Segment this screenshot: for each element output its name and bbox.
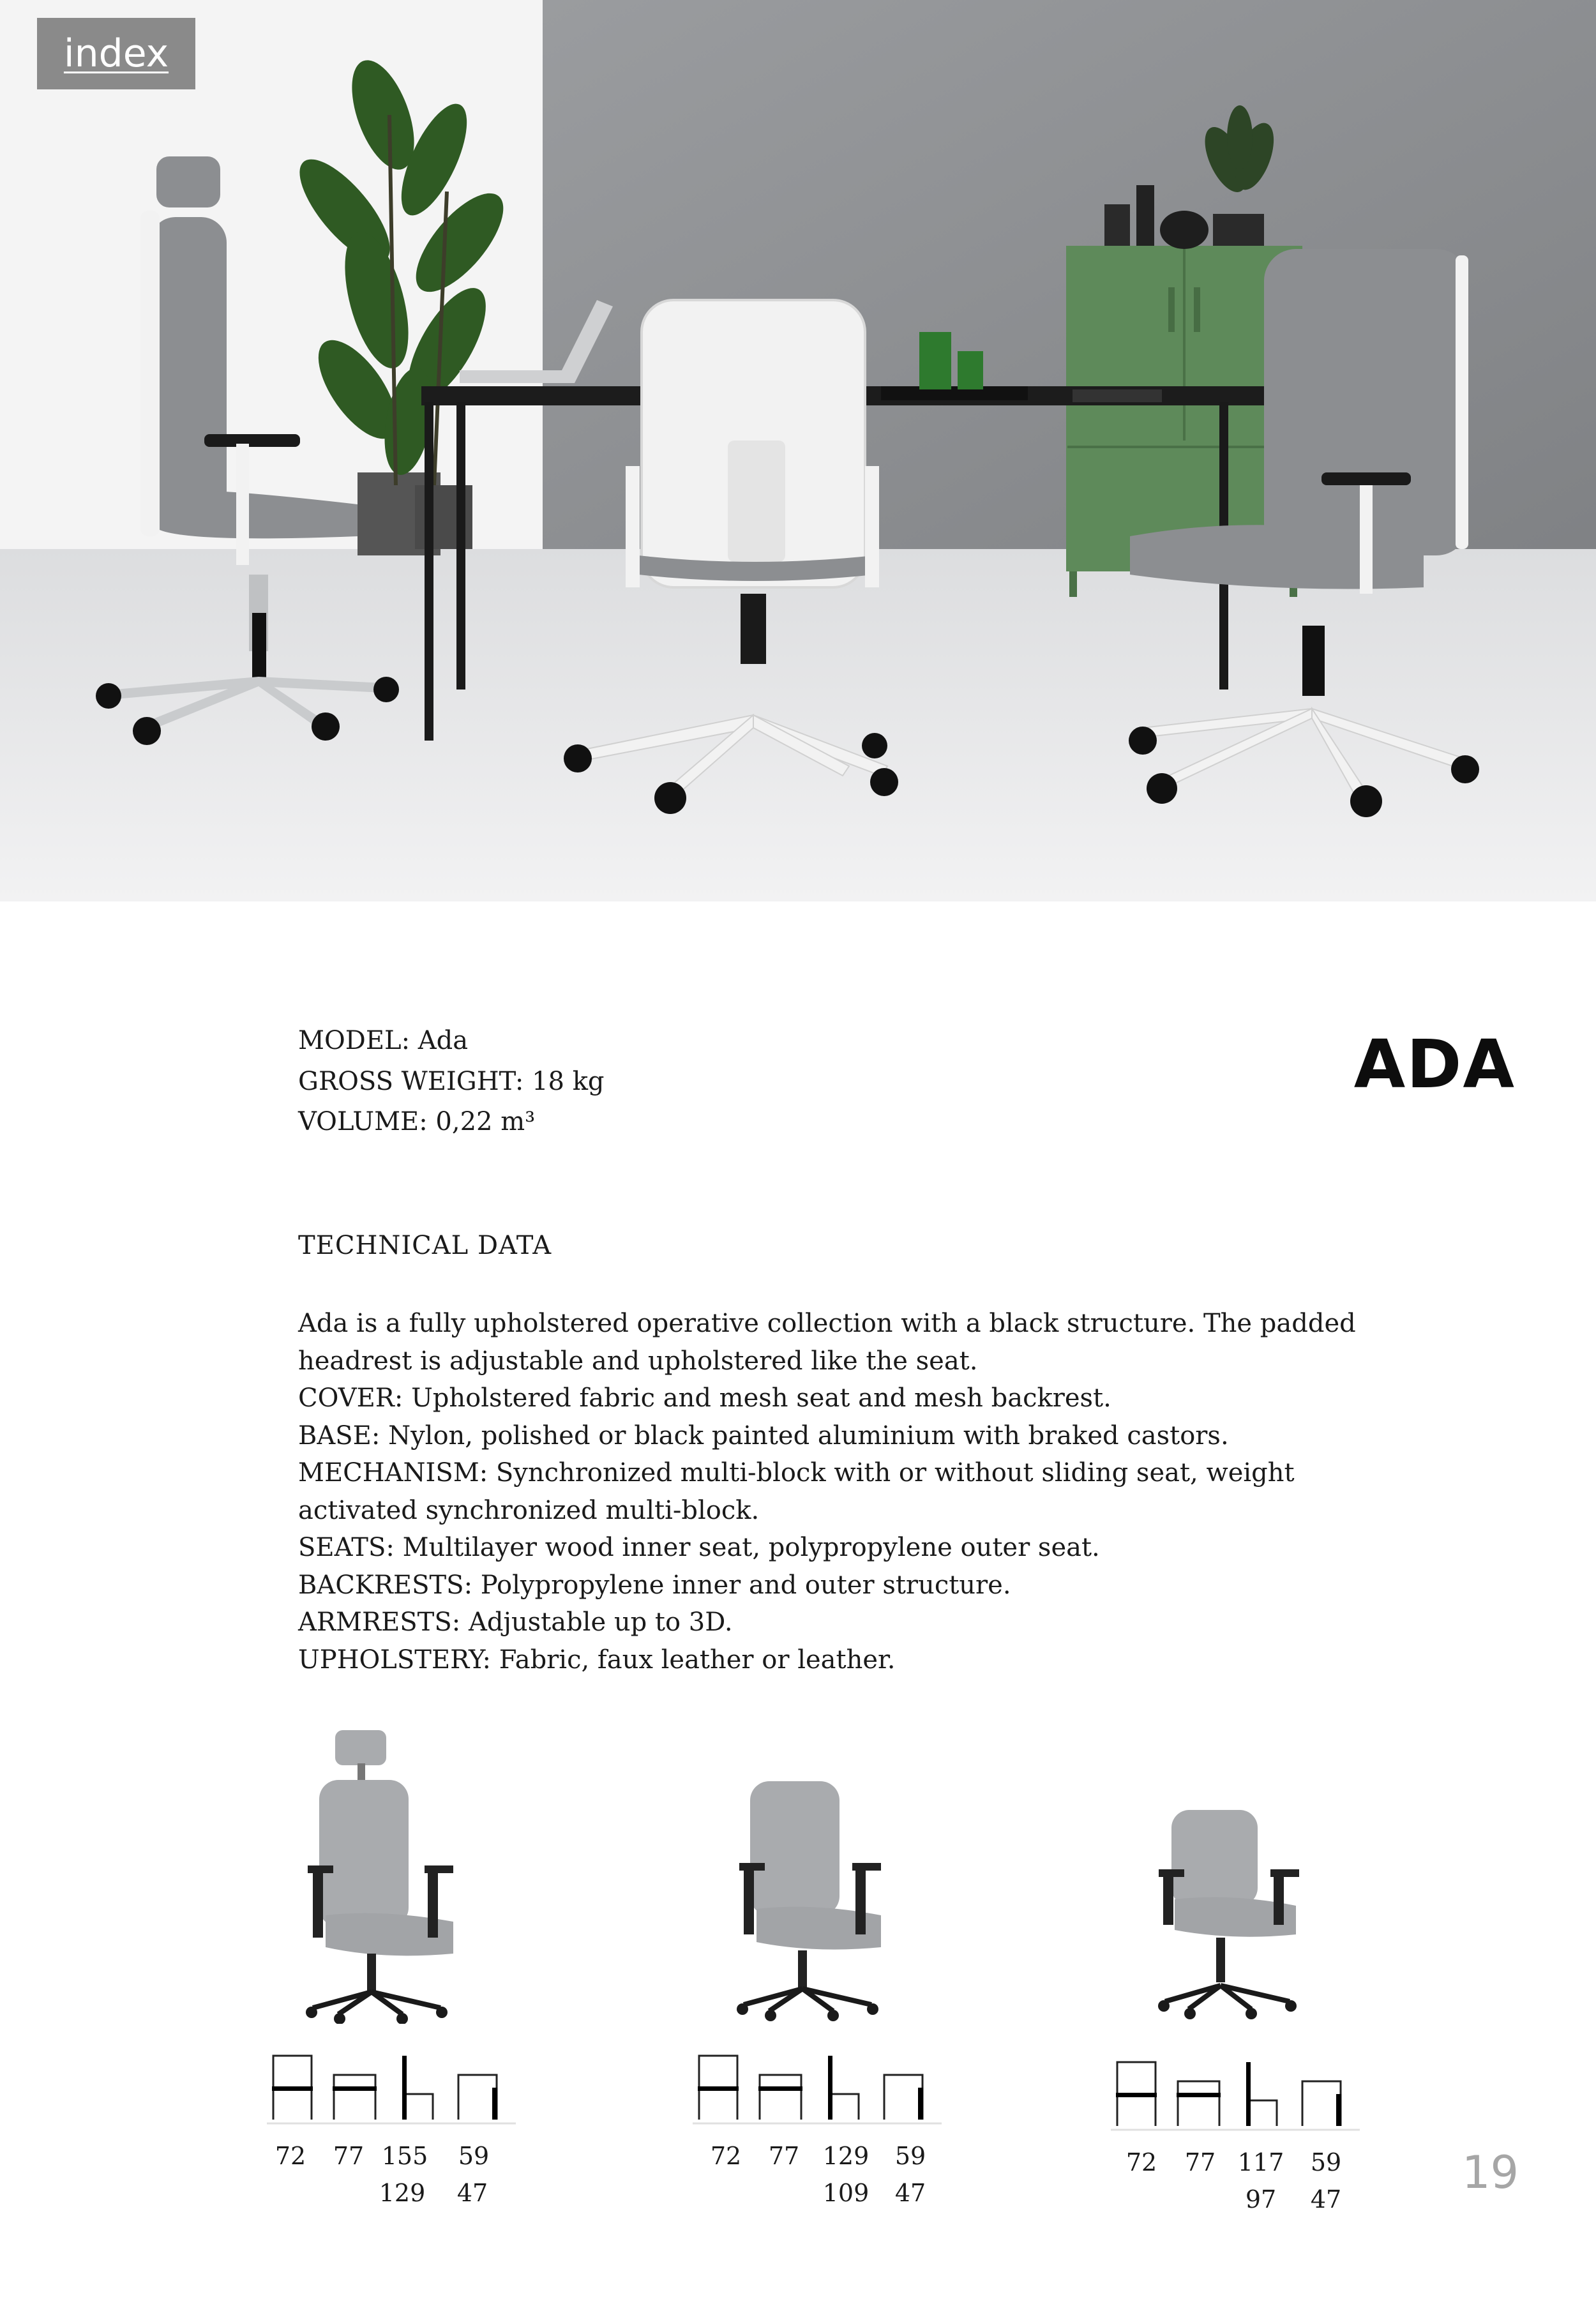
chair-lowback-image	[1156, 1804, 1321, 2027]
index-button[interactable]: index	[37, 18, 195, 89]
dim-value: 72	[275, 2142, 306, 2170]
gross-weight-spec: GROSS WEIGHT: 18 kg	[298, 1067, 605, 1096]
product-title: ADA	[1353, 1025, 1516, 1103]
chair-variant-midback	[734, 1775, 913, 2024]
description-line: SEATS: Multilayer wood inner seat, polypropylene outer seat.	[298, 1533, 1100, 1562]
dim-value: 155	[381, 2142, 428, 2170]
dim-value: 72	[1125, 2148, 1157, 2176]
dim-value: 47	[456, 2179, 488, 2207]
chair-variant-lowback	[1156, 1804, 1321, 2027]
dimension-diagram-icon	[1111, 2056, 1360, 2132]
dim-value: 129	[822, 2142, 870, 2170]
dim-value: 47	[894, 2179, 926, 2207]
dim-value: 117	[1237, 2148, 1284, 2176]
dim-value: 77	[333, 2142, 365, 2170]
dimension-diagram-icon	[267, 2049, 516, 2126]
technical-description	[298, 1305, 1383, 1678]
technical-data-heading: TECHNICAL DATA	[298, 1231, 552, 1260]
hero-photo	[0, 0, 1596, 901]
office-scene-illustration	[0, 0, 1596, 901]
dim-value: 72	[710, 2142, 742, 2170]
dim-value: 77	[1184, 2148, 1216, 2176]
page-number: 19	[1462, 2146, 1519, 2199]
dim-value: 97	[1245, 2185, 1277, 2213]
dimension-icons	[267, 2049, 516, 2126]
volume-spec: VOLUME: 0,22 m³	[298, 1107, 536, 1136]
dim-value: 129	[379, 2179, 426, 2207]
description-line: UPHOLSTERY: Fabric, faux leather or leather.	[298, 1645, 896, 1675]
dimension-diagram-icon	[693, 2049, 942, 2126]
dimension-icons	[1111, 2056, 1360, 2132]
description-line: headrest is adjustable and upholstered like the seat.	[298, 1346, 978, 1376]
dim-value: 109	[822, 2179, 870, 2207]
dim-value: 47	[1310, 2185, 1342, 2213]
chair-midback-image	[734, 1775, 913, 2024]
dimension-icons	[693, 2049, 942, 2126]
dim-value: 59	[894, 2142, 926, 2170]
chair-variant-headrest	[300, 1724, 479, 2024]
dim-value: 59	[458, 2142, 490, 2170]
model-spec: MODEL: Ada	[298, 1026, 469, 1055]
description-line: COVER: Upholstered fabric and mesh seat and mesh backrest.	[298, 1383, 1111, 1413]
description-line: BACKRESTS: Polypropylene inner and outer structure.	[298, 1570, 1011, 1600]
description-line: ARMRESTS: Adjustable up to 3D.	[298, 1608, 733, 1637]
description-line: Ada is a fully upholstered operative collection with a black structure. The padded	[298, 1309, 1356, 1338]
dim-value: 77	[768, 2142, 800, 2170]
dim-value: 59	[1310, 2148, 1342, 2176]
chair-headrest-image	[300, 1724, 479, 2024]
description-line: MECHANISM: Synchronized multi-block with or without sliding seat, weight	[298, 1458, 1295, 1488]
description-line: BASE: Nylon, polished or black painted aluminium with braked castors.	[298, 1421, 1229, 1451]
description-line: activated synchronized multi-block.	[298, 1495, 760, 1525]
